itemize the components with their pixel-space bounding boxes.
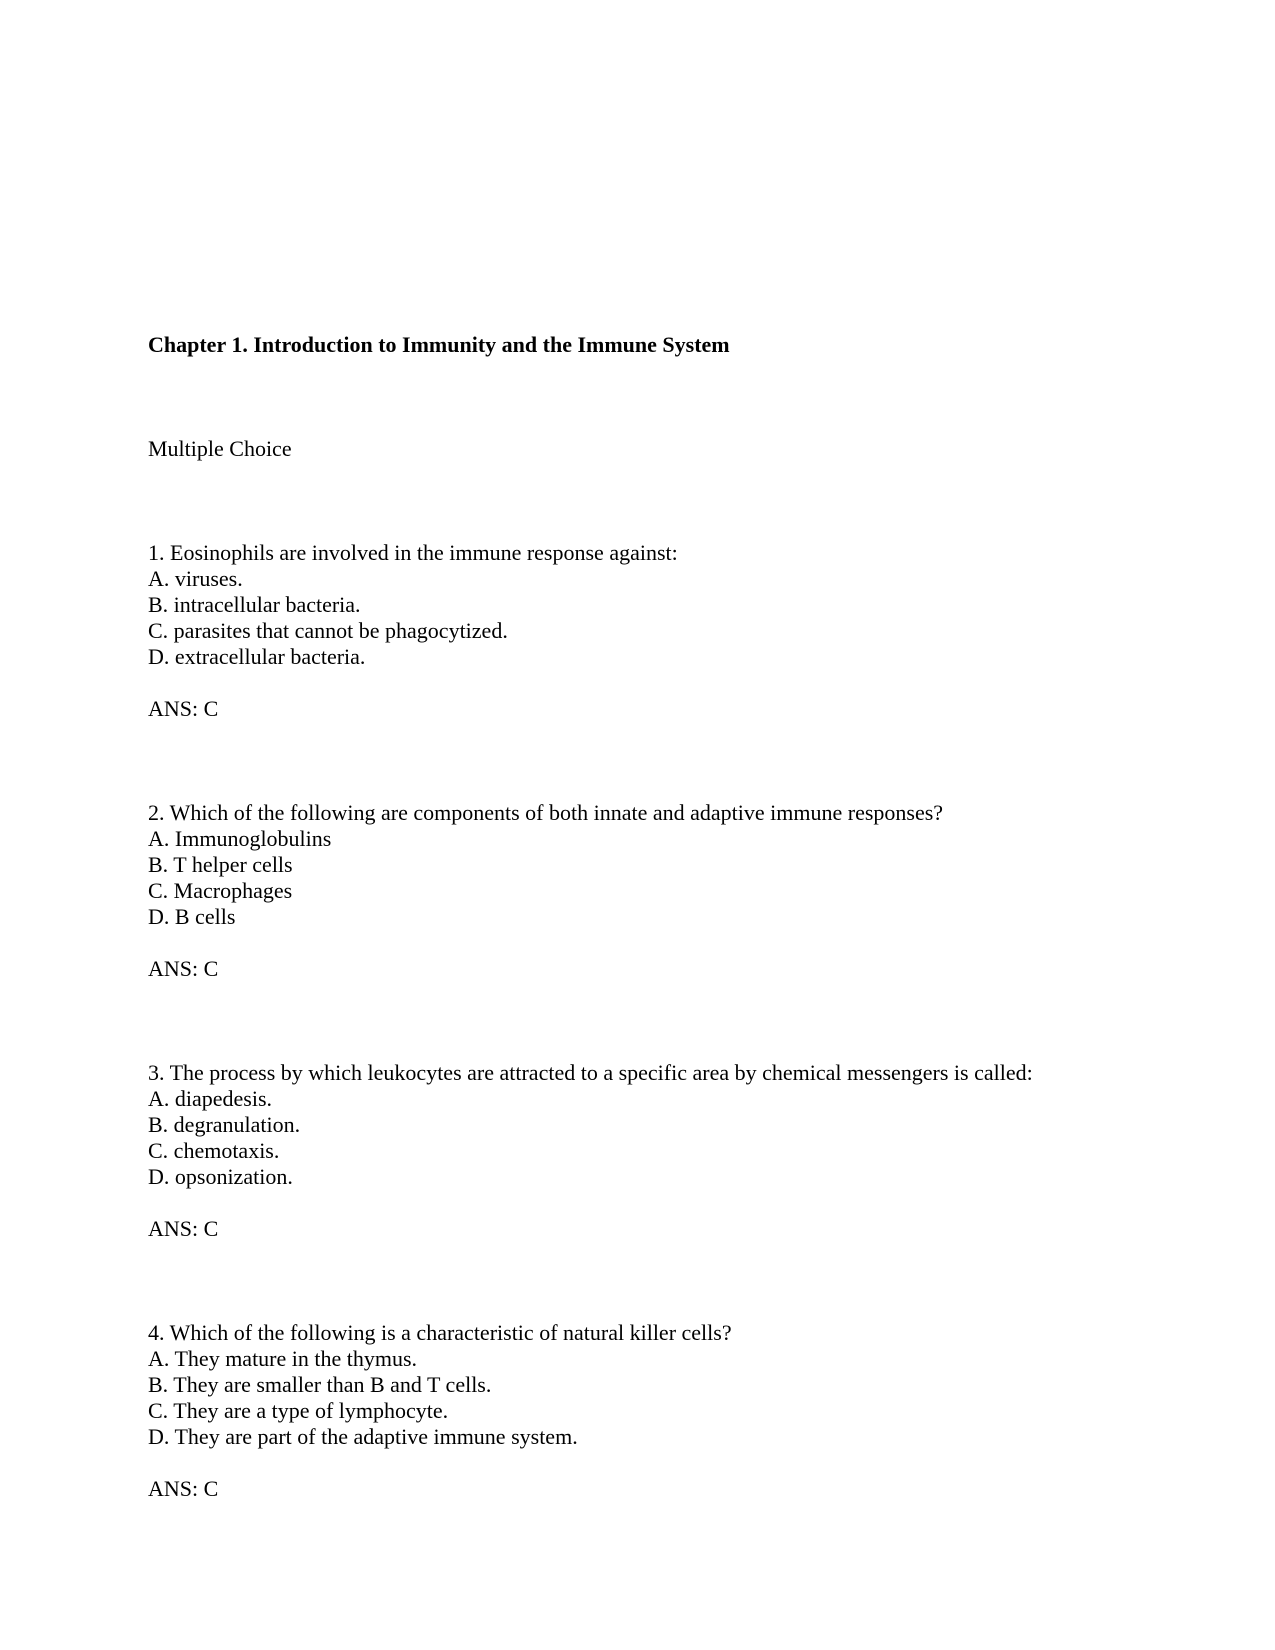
answer-option-b: B. intracellular bacteria.: [148, 592, 361, 617]
answer-option-a: A. Immunoglobulins: [148, 826, 332, 851]
answer-option-a: A. diapedesis.: [148, 1086, 273, 1111]
answer-option-d: D. B cells: [148, 904, 236, 929]
question-4: [148, 1320, 1208, 1502]
answer-option-c: C. Macrophages: [148, 878, 293, 903]
chapter-title: Chapter 1. Introduction to Immunity and the Immune System: [148, 332, 730, 357]
answer-option-b: B. degranulation.: [148, 1112, 301, 1137]
question-prompt: 4. Which of the following is a characteristic of natural killer cells?: [148, 1320, 732, 1345]
document-content: [148, 332, 1208, 1502]
question-2: [148, 800, 1208, 982]
question-prompt: 3. The process by which leukocytes are attracted to a specific area by chemical messengers is called:: [148, 1060, 1033, 1085]
answer-option-c: C. They are a type of lymphocyte.: [148, 1398, 449, 1423]
question-1: [148, 540, 1208, 722]
answer-option-b: B. T helper cells: [148, 852, 293, 877]
answer-key: ANS: C: [148, 1216, 219, 1241]
answer-option-b: B. They are smaller than B and T cells.: [148, 1372, 492, 1397]
answer-key: ANS: C: [148, 1476, 219, 1501]
answer-key: ANS: C: [148, 696, 219, 721]
section-label: Multiple Choice: [148, 436, 292, 461]
answer-option-d: D. extracellular bacteria.: [148, 644, 366, 669]
question-3: [148, 1060, 1208, 1242]
answer-option-c: C. parasites that cannot be phagocytized.: [148, 618, 508, 643]
answer-option-c: C. chemotaxis.: [148, 1138, 280, 1163]
answer-option-d: D. opsonization.: [148, 1164, 293, 1189]
answer-option-a: A. viruses.: [148, 566, 243, 591]
question-prompt: 1. Eosinophils are involved in the immune response against:: [148, 540, 678, 565]
answer-key: ANS: C: [148, 956, 219, 981]
answer-option-d: D. They are part of the adaptive immune system.: [148, 1424, 578, 1449]
answer-option-a: A. They mature in the thymus.: [148, 1346, 418, 1371]
question-prompt: 2. Which of the following are components of both innate and adaptive immune responses?: [148, 800, 944, 825]
